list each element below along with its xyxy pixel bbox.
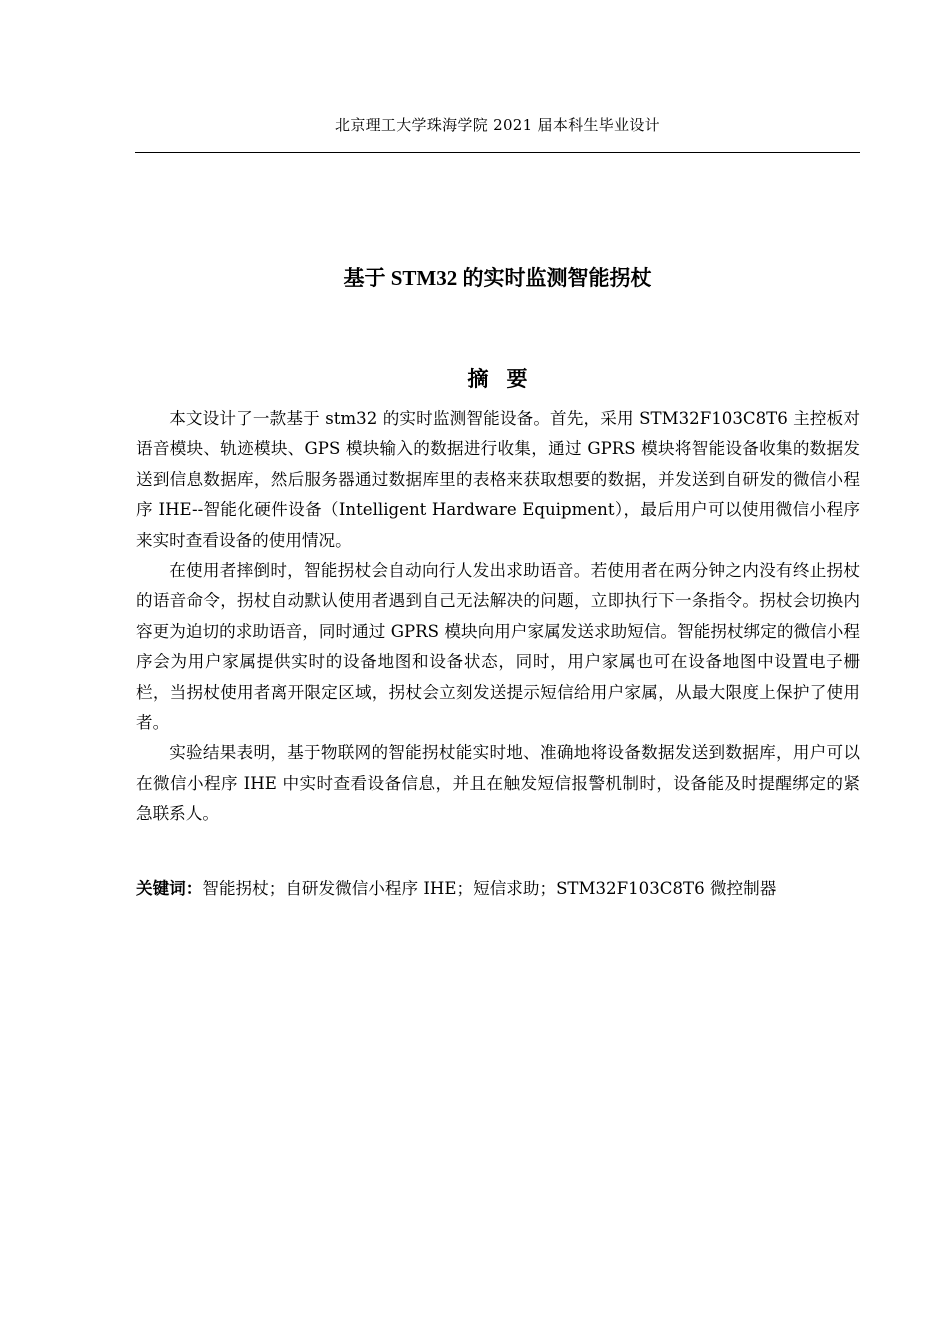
keywords-line xyxy=(136,874,860,904)
abstract-body xyxy=(136,404,860,830)
abstract-paragraph-1: 本文设计了一款基于 stm32 的实时监测智能设备。首先，采用 STM32F103C8T6 主控板对语音模块、轨迹模块、GPS 模块输入的数据进行收集，通过 GPRS 模块将智能设备收集的数据发送到信息数据库，然后服务器通过数据库里的表格来获取想要的数据，并发送到自研发的微信小程序 IHE--智能化硬件设备（Intelligent Hardware Equipment），最后用户可以使用微信小程序来实时查看设备的使用情况。 xyxy=(136,409,860,550)
keywords-text: 智能拐杖；自研发微信小程序 IHE；短信求助；STM32F103C8T6 微控制器 xyxy=(202,879,777,898)
abstract-paragraph-3: 实验结果表明，基于物联网的智能拐杖能实时地、准确地将设备数据发送到数据库，用户可以在微信小程序 IHE 中实时查看设备信息，并且在触发短信报警机制时，设备能及时提醒绑定的紧急联系人。 xyxy=(136,743,860,824)
abstract-heading: 摘要 xyxy=(467,366,546,391)
header-divider xyxy=(135,152,860,153)
abstract-paragraph-2: 在使用者摔倒时，智能拐杖会自动向行人发出求助语音。若使用者在两分钟之内没有终止拐杖的语音命令，拐杖自动默认使用者遇到自己无法解决的问题，立即执行下一条指令。拐杖会切换内容更为迫切的求助语音，同时通过 GPRS 模块向用户家属发送求助短信。智能拐杖绑定的微信小程序会为用户家属提供实时的设备地图和设备状态，同时，用户家属也可在设备地图中设置电子栅栏，当拐杖使用者离开限定区域，拐杖会立刻发送提示短信给用户家属，从最大限度上保护了使用者。 xyxy=(136,561,860,733)
page-header: 北京理工大学珠海学院 2021 届本科生毕业设计 xyxy=(335,116,660,134)
document-title: 基于 STM32 的实时监测智能拐杖 xyxy=(343,266,652,290)
keywords-label: 关键词： xyxy=(136,879,203,898)
